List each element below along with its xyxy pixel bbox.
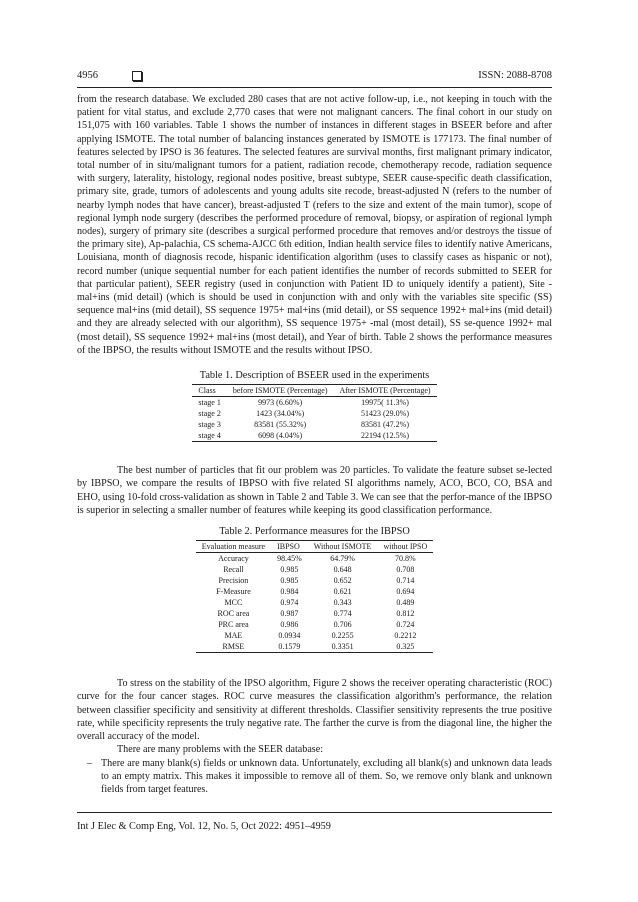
table-row (192, 397, 436, 409)
paragraph-2: The best number of particles that fit our problem was 20 particles. To validate the feature subset se-lected by IBPSO, we compare the results of IBPSO with five related SI algorithms namely, ACO, BCO, CO, BSA and EHO, using 10-fold cross-validation as shown in Table 2 and Table 3. We can see that the perfor-mance of the IBPSO is superior in selecting a smaller number of features while keeping its good classification performance. (77, 465, 552, 516)
table-cell: 0.694 (396, 587, 415, 597)
table-cell: Accuracy (218, 554, 249, 564)
table-cell: 0.984 (280, 587, 299, 597)
table-cell: 6098 (4.04%) (227, 430, 334, 442)
table-cell: 0.652 (333, 576, 352, 586)
problem-list (77, 757, 552, 797)
table-cell: 0.489 (396, 598, 415, 608)
table-cell: PRC area (218, 620, 249, 630)
table-cell: 22194 (12.5%) (333, 430, 436, 442)
table-row (196, 564, 433, 575)
table-cell: ROC area (217, 609, 250, 619)
main-body (77, 93, 552, 796)
table-cell: 0.648 (333, 565, 352, 575)
table-cell: 70.8% (395, 554, 416, 564)
table-cell: MCC (224, 598, 243, 608)
page-number: 4956 (77, 70, 98, 81)
table1-header-cell: Class (192, 385, 226, 397)
table-cell: 0.714 (396, 576, 415, 586)
table1-header-cell: before ISMOTE (Percentage) (227, 385, 334, 397)
table2-header-cell: Evaluation measure (196, 541, 271, 553)
table-cell: 19975( 11.3%) (361, 398, 409, 408)
table2-header-cell: IBPSO (271, 541, 308, 553)
table-cell: 0.987 (280, 609, 299, 619)
square-box-icon (132, 71, 142, 81)
table-cell: Recall (223, 565, 244, 575)
journal-issn: ISSN: 2088-8708 (478, 70, 552, 81)
table-cell: 0.985 (280, 565, 299, 575)
header-rule (77, 87, 552, 88)
table-cell: RMSE (196, 641, 271, 653)
table-row (196, 597, 433, 608)
table1 (192, 384, 436, 442)
table-cell: 83581 (55.32%) (254, 420, 307, 430)
table-cell: 0.812 (396, 609, 415, 619)
table-row (196, 630, 433, 641)
table-cell: 0.2212 (394, 631, 417, 641)
table-row (196, 608, 433, 619)
table-row (196, 553, 433, 565)
table-cell: 83581 (47.2%) (361, 420, 410, 430)
table-cell: 0.708 (396, 565, 415, 575)
table-cell: 0.985 (280, 576, 299, 586)
running-header (77, 70, 552, 81)
table-cell: 0.1579 (271, 641, 308, 653)
table-row (196, 619, 433, 630)
table-cell: 51423 (29.0%) (361, 409, 410, 419)
table-row (192, 430, 436, 442)
table-cell: 0.974 (280, 598, 299, 608)
table-cell: 64.79% (330, 554, 355, 564)
running-footer: Int J Elec & Comp Eng, Vol. 12, No. 5, Oct 2022: 4951–4959 (77, 821, 331, 832)
table-cell: 0.2255 (331, 631, 354, 641)
table-cell: 0.621 (333, 587, 352, 597)
table-cell: 0.3351 (308, 641, 378, 653)
table-cell: stage 1 (198, 398, 221, 408)
table-cell: F-Measure (216, 587, 251, 597)
table-cell: stage 4 (192, 430, 226, 442)
table-cell: 0.724 (396, 620, 415, 630)
table-cell: stage 2 (198, 409, 221, 419)
table2-header-cell: Without ISMOTE (308, 541, 378, 553)
table1-header-cell: After ISMOTE (Percentage) (333, 385, 436, 397)
table-cell: 9973 (6.60%) (258, 398, 303, 408)
table2-header-cell: without IPSO (377, 541, 433, 553)
table-cell: 0.774 (333, 609, 352, 619)
table-cell: 0.706 (333, 620, 352, 630)
table-cell: 1423 (34.04%) (256, 409, 305, 419)
paragraph-4: There are many problems with the SEER database: (117, 744, 324, 756)
table-row (196, 586, 433, 597)
table2-caption: Table 2. Performance measures for the IBPSO (219, 526, 410, 538)
table-cell: Precision (218, 576, 249, 586)
table-cell: 0.0934 (278, 631, 301, 641)
list-item: – There are many blank(s) fields or unknown data. Unfortunately, excluding all blank(s) and unknown data leads to an empty matrix. This makes it impossible to remove all of them. So, we remove only blank and unknown fields from target features. (101, 757, 552, 797)
table-row (192, 419, 436, 430)
table-row (196, 641, 433, 653)
footer-rule (77, 812, 552, 813)
paragraph-3: To stress on the stability of the IPSO algorithm, Figure 2 shows the receiver operating characteristic (ROC) curve for the four cancer stages. ROC curve measures the classification algorithm's performance, the relation between classifier specificity and sensitivity at different thresholds. Classifier sensitivity represents the true positive rate, while specificity represents the truly negative rate. The farther the curve is from the diagonal line, the higher the overall accuracy of the model. (77, 678, 552, 743)
table-cell: stage 3 (198, 420, 221, 430)
table-row (196, 575, 433, 586)
table2 (196, 540, 433, 653)
table-cell: 98.45% (277, 554, 302, 564)
table-cell: MAE (224, 631, 243, 641)
table1-caption: Table 1. Description of BSEER used in the experiments (199, 370, 430, 382)
table-cell: 0.343 (333, 598, 352, 608)
table-cell: 0.986 (280, 620, 299, 630)
table2-header-row (196, 541, 433, 553)
table-row (192, 408, 436, 419)
table-cell: 0.325 (377, 641, 433, 653)
table1-header-row (192, 385, 436, 397)
paragraph-1: from the research database. We excluded 280 cases that are not active follow-up, i.e., not keeping in touch with the patient for vital status, and exclude 2,770 cases that were not malignant cancers. The final cohort in our study on 151,075 with 160 variables. Table 1 shows the number of instances in different stages in BSEER before and after applying ISMOTE. The total number of balancing instances generated by ISMOTE is 177173. The final number of features selected by IPSO is 36 features. The selected features are survival months, first malignant primary indicator, total number of in situ/malignant tumors for a patient, radiation recode, chemotherapy recode, radiation sequence with surgery, laterality, histology, regional nodes positive, breast subtype, SEER cause-specific death classification, primary site, grade, tumors of adolescents and young adults site recode, breast-adjusted N (refers to the number of nearby lymph nodes that have cancer), breast-adjusted T (refers to the size and extent of the main tumor), scope of regional lymph node surgery (describes the performed procedure of removal, biopsy, or aspiration of regional lymph nodes), surgery of primary site (describes a surgical performed procedure that removes and/or destroys the tissue of the primary site), Ap-palachia, CS schema-AJCC 6th edition, Indian health service files to identify native Americans, Louisiana, month of diagnosis recode, hispanic identification algorithm (uses to classify cases as hispanic or not), record number (unique sequential number for each patient identifies the number of records submitted to SEER for that particular patient), SEER registry (used in conjunction with Patient ID to uniquely identify a patient), Site -mal+ins (mid detail) (which is should be used in conjunction with and only with the variables site specific (SS) sequence mal+ins (mid detail), SS sequence 1975+ mal+ins (mid detail), or SS sequence 1992+ mal+ins (mid detail) and they are already selected with our algorithm), SS sequence 1975+ -mal (most detail), SS se-quence 1992+ mal (most detail), SS sequence 1992+ mal+ins (most detail), and Year of birth. Table 2 shows the performance measures of the IBPSO, the results without ISMOTE and the results without IPSO. (77, 94, 552, 356)
